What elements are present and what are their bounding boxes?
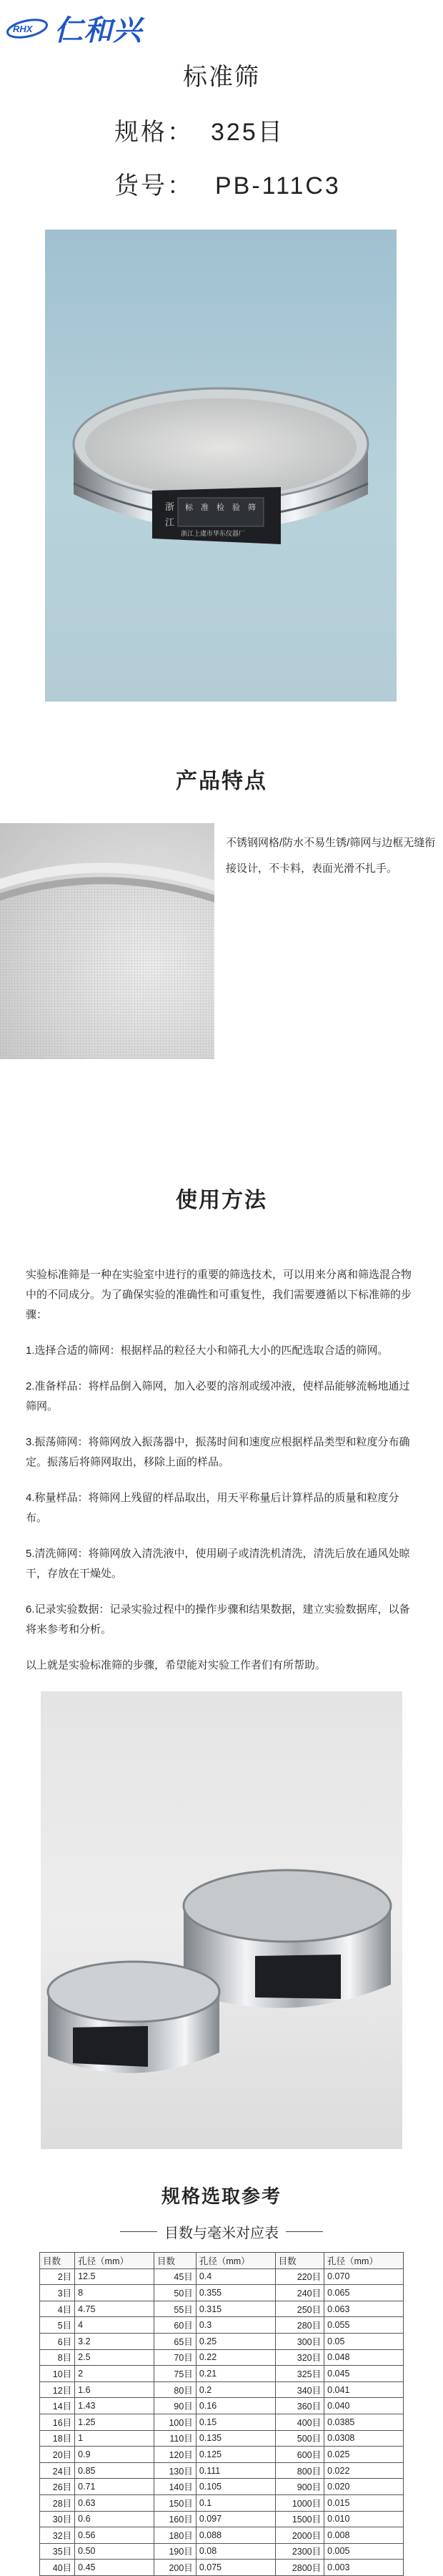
mesh-cell: 6目 — [40, 2333, 75, 2349]
mesh-cell: 240目 — [275, 2285, 324, 2301]
mesh-cell: 3目 — [40, 2285, 75, 2301]
usage-step-3: 3.振荡筛网：将筛网放入振荡器中，振荡时间和速度应根据样品类型和粒度分布确定。振荡后将筛网取出，移除上面的样品。 — [26, 1436, 410, 1468]
table-row — [40, 2479, 404, 2495]
table-row — [40, 2447, 404, 2463]
mesh-cell: 30目 — [40, 2511, 75, 2527]
aperture-cell: 0.015 — [324, 2494, 404, 2511]
plate-side-1: 浙 — [165, 502, 175, 513]
mesh-cell: 200目 — [154, 2560, 196, 2576]
table-row — [40, 2366, 404, 2382]
mesh-cell: 70目 — [154, 2349, 196, 2366]
aperture-cell: 0.6 — [75, 2511, 154, 2527]
aperture-cell: 0.50 — [75, 2543, 154, 2560]
aperture-cell: 0.45 — [75, 2560, 154, 2576]
mesh-cell: 10目 — [40, 2366, 75, 2382]
aperture-cell: 0.22 — [196, 2349, 275, 2366]
aperture-cell: 0.3 — [196, 2317, 275, 2334]
aperture-cell: 0.010 — [324, 2511, 404, 2527]
usage-step-1: 1.选择合适的筛网：根据样品的粒径大小和筛孔大小的匹配选取合适的筛网。 — [26, 1344, 389, 1357]
mesh-cell: 40目 — [40, 2560, 75, 2576]
aperture-cell: 0.020 — [324, 2479, 404, 2495]
divider — [120, 2231, 157, 2232]
sieves-photo — [41, 1691, 402, 2149]
aperture-cell: 0.05 — [324, 2333, 404, 2349]
features-title: 产品特点 — [176, 770, 267, 793]
table-row — [40, 2494, 404, 2511]
table-row — [40, 2317, 404, 2334]
table-row — [40, 2414, 404, 2430]
aperture-cell: 1.43 — [75, 2398, 154, 2414]
mesh-cell: 140目 — [154, 2479, 196, 2495]
mesh-cell: 100目 — [154, 2414, 196, 2430]
mesh-cell: 280目 — [275, 2317, 324, 2334]
table-row — [40, 2560, 404, 2576]
header-aperture: 孔径（mm） — [324, 2253, 404, 2269]
plate-char-4: 验 — [232, 503, 240, 512]
header-aperture: 孔径（mm） — [75, 2253, 154, 2269]
aperture-cell: 0.4 — [196, 2268, 275, 2285]
mesh-cell: 45目 — [154, 2268, 196, 2285]
table-row — [40, 2527, 404, 2544]
aperture-cell: 0.075 — [196, 2560, 275, 2576]
mesh-cell: 18目 — [40, 2430, 75, 2447]
product-title: 标准筛 — [183, 64, 260, 91]
mesh-cell: 600目 — [275, 2447, 324, 2463]
mesh-cell: 12目 — [40, 2381, 75, 2398]
spec-label: 规格： — [114, 119, 194, 146]
mesh-cell: 250目 — [275, 2301, 324, 2317]
mesh-cell: 190目 — [154, 2543, 196, 2560]
plate-side-2: 江 — [165, 518, 175, 529]
table-subtitle: 目数与毫米对应表 — [164, 2226, 279, 2241]
aperture-cell: 0.063 — [324, 2301, 404, 2317]
mesh-cell: 65目 — [154, 2333, 196, 2349]
features-section — [0, 823, 443, 1059]
table-row — [40, 2398, 404, 2414]
brand-logo-icon — [6, 17, 50, 39]
aperture-cell: 0.2 — [196, 2381, 275, 2398]
aperture-cell: 0.048 — [324, 2349, 404, 2366]
usage-step-4: 4.称量样品：将筛网上残留的样品取出，用天平称量后计算样品的质量和粒度分布。 — [26, 1492, 399, 1524]
table-row — [40, 2381, 404, 2398]
aperture-cell: 0.022 — [324, 2462, 404, 2479]
mesh-cell: 325目 — [275, 2366, 324, 2382]
aperture-cell: 0.125 — [196, 2447, 275, 2463]
aperture-cell: 0.040 — [324, 2398, 404, 2414]
aperture-cell: 0.088 — [196, 2527, 275, 2544]
aperture-cell: 1.6 — [75, 2381, 154, 2398]
aperture-cell: 0.21 — [196, 2366, 275, 2382]
aperture-cell: 0.025 — [324, 2447, 404, 2463]
aperture-cell: 0.355 — [196, 2285, 275, 2301]
header-mesh: 目数 — [40, 2253, 75, 2269]
mesh-cell: 16目 — [40, 2414, 75, 2430]
aperture-cell: 0.111 — [196, 2462, 275, 2479]
aperture-cell: 0.315 — [196, 2301, 275, 2317]
spec-line — [114, 112, 443, 147]
mesh-cell: 110目 — [154, 2430, 196, 2447]
aperture-cell: 0.0308 — [324, 2430, 404, 2447]
product-photo — [45, 230, 397, 702]
aperture-cell: 0.041 — [324, 2381, 404, 2398]
plate-char-1: 标 — [185, 503, 193, 512]
table-row — [40, 2349, 404, 2366]
mesh-cell: 4目 — [40, 2301, 75, 2317]
aperture-cell: 0.16 — [196, 2398, 275, 2414]
mesh-cell: 120目 — [154, 2447, 196, 2463]
mesh-cell: 60目 — [154, 2317, 196, 2334]
code-line — [114, 166, 443, 201]
code-value: PB-111C3 — [215, 172, 341, 200]
mesh-cell: 55目 — [154, 2301, 196, 2317]
aperture-cell: 0.1 — [196, 2494, 275, 2511]
mesh-cell: 300目 — [275, 2333, 324, 2349]
aperture-cell: 3.2 — [75, 2333, 154, 2349]
table-row — [40, 2430, 404, 2447]
aperture-cell: 0.097 — [196, 2511, 275, 2527]
plate-char-5: 筛 — [248, 503, 256, 512]
mesh-cell: 800目 — [275, 2462, 324, 2479]
table-row — [40, 2333, 404, 2349]
aperture-cell: 0.008 — [324, 2527, 404, 2544]
aperture-cell: 0.135 — [196, 2430, 275, 2447]
aperture-cell: 0.08 — [196, 2543, 275, 2560]
aperture-cell: 0.005 — [324, 2543, 404, 2560]
mesh-cell: 2800目 — [275, 2560, 324, 2576]
mesh-cell: 180目 — [154, 2527, 196, 2544]
plate-char-2: 准 — [201, 503, 209, 512]
aperture-cell: 0.25 — [196, 2333, 275, 2349]
usage-title: 使用方法 — [176, 1189, 267, 1212]
mesh-cell: 28目 — [40, 2494, 75, 2511]
table-row — [40, 2268, 404, 2285]
aperture-cell: 0.9 — [75, 2447, 154, 2463]
aperture-cell: 1.25 — [75, 2414, 154, 2430]
aperture-cell: 8 — [75, 2285, 154, 2301]
mesh-cell: 360目 — [275, 2398, 324, 2414]
label-plate — [152, 487, 281, 544]
aperture-cell: 0.045 — [324, 2366, 404, 2382]
table-header-row — [40, 2253, 404, 2269]
logo-mark-label: RHX — [13, 24, 33, 34]
mesh-cell: 26目 — [40, 2479, 75, 2495]
mesh-cell: 35目 — [40, 2543, 75, 2560]
aperture-cell: 0.055 — [324, 2317, 404, 2334]
brand-name: 仁和兴 — [54, 14, 142, 46]
aperture-cell: 2 — [75, 2366, 154, 2382]
mesh-cell: 8目 — [40, 2349, 75, 2366]
usage-conclusion: 以上就是实验标准筛的步骤，希望能对实验工作者们有所帮助。 — [26, 1659, 327, 1671]
table-subtitle-row — [0, 2221, 443, 2242]
mesh-cell: 80目 — [154, 2381, 196, 2398]
aperture-cell: 1 — [75, 2430, 154, 2447]
mesh-cell: 400目 — [275, 2414, 324, 2430]
mesh-cell: 5目 — [40, 2317, 75, 2334]
aperture-cell: 0.105 — [196, 2479, 275, 2495]
aperture-cell: 0.0385 — [324, 2414, 404, 2430]
aperture-cell: 12.5 — [75, 2268, 154, 2285]
features-text: 不锈钢网格/防水不易生锈/筛网与边框无缝衔接设计，不卡料，表面光滑不扎手。 — [226, 837, 436, 875]
table-row — [40, 2462, 404, 2479]
mesh-cell: 1500目 — [275, 2511, 324, 2527]
aperture-cell: 0.15 — [196, 2414, 275, 2430]
table-title: 规格选取参考 — [161, 2186, 282, 2207]
mesh-cell: 14目 — [40, 2398, 75, 2414]
aperture-cell: 4.75 — [75, 2301, 154, 2317]
usage-step-2: 2.准备样品：将样品倒入筛网，加入必要的溶剂或缓冲液，使样品能够流畅地通过筛网。 — [26, 1380, 410, 1412]
mesh-closeup-photo — [0, 823, 214, 1059]
header-aperture: 孔径（mm） — [196, 2253, 275, 2269]
usage-section — [0, 1265, 443, 1676]
mesh-cell: 2300目 — [275, 2543, 324, 2560]
plate-char-3: 检 — [216, 503, 224, 512]
aperture-cell: 0.71 — [75, 2479, 154, 2495]
mesh-cell: 900目 — [275, 2479, 324, 2495]
mesh-mm-table — [39, 2252, 404, 2576]
table-row — [40, 2511, 404, 2527]
aperture-cell: 0.63 — [75, 2494, 154, 2511]
mesh-cell: 2000目 — [275, 2527, 324, 2544]
sieve-illustration — [45, 230, 397, 702]
mesh-cell: 130目 — [154, 2462, 196, 2479]
mesh-cell: 20目 — [40, 2447, 75, 2463]
table-row — [40, 2301, 404, 2317]
usage-step-5: 5.清洗筛网：将筛网放入清洗液中，使用刷子或清洗机清洗，清洗后放在通风处晾干，存放在干燥处。 — [26, 1548, 410, 1580]
brand-header — [0, 0, 443, 50]
aperture-cell: 0.070 — [324, 2268, 404, 2285]
header-mesh: 目数 — [154, 2253, 196, 2269]
aperture-cell: 2.5 — [75, 2349, 154, 2366]
aperture-cell: 0.56 — [75, 2527, 154, 2544]
usage-intro: 实验标准筛是一种在实验室中进行的重要的筛选技术，可以用来分离和筛选混合物中的不同成分。为了确保实验的准确性和可重复性，我们需要遵循以下标准筛的步骤： — [26, 1269, 412, 1321]
mesh-cell: 150目 — [154, 2494, 196, 2511]
usage-step-6: 6.记录实验数据：记录实验过程中的操作步骤和结果数据，建立实验数据库，以备将来参考和分析。 — [26, 1603, 410, 1636]
aperture-cell: 4 — [75, 2317, 154, 2334]
mesh-cell: 2目 — [40, 2268, 75, 2285]
table-body — [40, 2268, 404, 2575]
mesh-cell: 500目 — [275, 2430, 324, 2447]
table-row — [40, 2285, 404, 2301]
mesh-cell: 340目 — [275, 2381, 324, 2398]
divider — [286, 2231, 323, 2232]
mesh-cell: 24目 — [40, 2462, 75, 2479]
mesh-cell: 1000目 — [275, 2494, 324, 2511]
mesh-cell: 50目 — [154, 2285, 196, 2301]
aperture-cell: 0.065 — [324, 2285, 404, 2301]
aperture-cell: 0.003 — [324, 2560, 404, 2576]
mesh-cell: 160目 — [154, 2511, 196, 2527]
mesh-cell: 220目 — [275, 2268, 324, 2285]
mesh-cell: 320目 — [275, 2349, 324, 2366]
code-label: 货号： — [114, 172, 194, 200]
table-row — [40, 2543, 404, 2560]
mesh-cell: 75目 — [154, 2366, 196, 2382]
spec-value: 325目 — [211, 119, 284, 146]
header-mesh: 目数 — [275, 2253, 324, 2269]
plate-maker: 浙江上虞市华东仪器厂 — [181, 531, 246, 538]
aperture-cell: 0.85 — [75, 2462, 154, 2479]
mesh-cell: 32目 — [40, 2527, 75, 2544]
mesh-cell: 90目 — [154, 2398, 196, 2414]
